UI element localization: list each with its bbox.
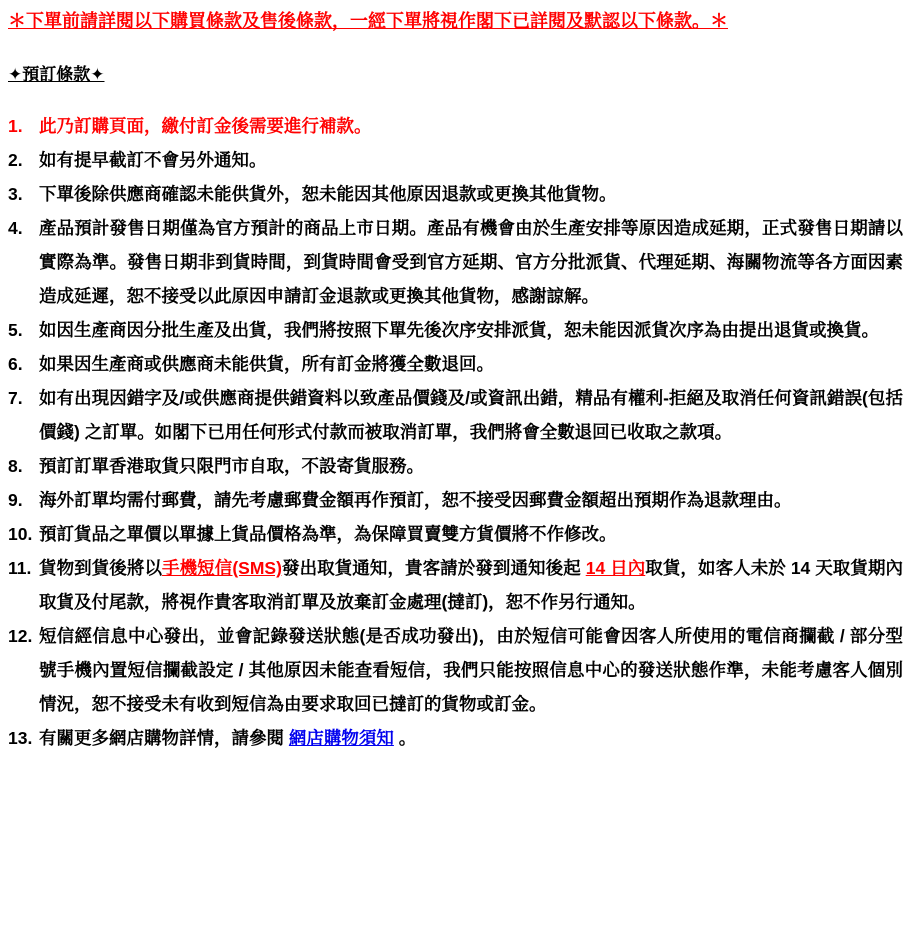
term-text-segment: 如有提早截訂不會另外通知。 bbox=[39, 150, 267, 170]
term-text bbox=[39, 483, 903, 517]
term-text-segment: 短信經信息中心發出，並會記錄發送狀態(是否成功發出)，由於短信可能會因客人所使用的電信商攔截 / 部分型號手機內置短信攔截設定 / 其他原因未能查看短信，我們只能按照信息中心的發送狀態作準，未能考慮客人個別情況，恕不接受未有收到短信為由要求取回已撻訂的貨物或訂金。 bbox=[39, 626, 903, 714]
term-text-segment: 下單後除供應商確認未能供貨外，恕未能因其他原因退款或更換其他貨物。 bbox=[39, 184, 617, 204]
term-text-segment: 發出取貨通知，貴客請於發到通知後起 bbox=[281, 558, 586, 578]
term-item-12 bbox=[8, 619, 903, 721]
term-text bbox=[39, 381, 903, 449]
term-item-9 bbox=[8, 483, 903, 517]
term-number: 1. bbox=[8, 116, 23, 136]
term-number: 4. bbox=[8, 218, 23, 238]
term-item-4 bbox=[8, 211, 903, 313]
shop-guide-link[interactable]: 網店購物須知 bbox=[288, 728, 394, 748]
term-text bbox=[39, 721, 903, 755]
term-text-segment: 有關更多網店購物詳情，請參閱 bbox=[39, 728, 289, 748]
term-number: 8. bbox=[8, 456, 23, 476]
term-item-1 bbox=[8, 109, 903, 143]
term-item-6 bbox=[8, 347, 903, 381]
term-text-segment: 預訂訂單香港取貨只限門市自取，不設寄貨服務。 bbox=[39, 456, 424, 476]
header-notice: ＊下單前請詳閱以下購買條款及售後條款，一經下單將視作閣下已詳閱及默認以下條款。＊ bbox=[8, 11, 728, 31]
term-text bbox=[39, 313, 903, 347]
term-text bbox=[39, 211, 903, 313]
term-text bbox=[39, 619, 903, 721]
term-text-segment: 手機短信(SMS) bbox=[162, 558, 282, 578]
term-item-13 bbox=[8, 721, 903, 755]
term-text-segment: 此乃訂購頁面，繳付訂金後需要進行補款。 bbox=[39, 116, 372, 136]
term-item-10 bbox=[8, 517, 903, 551]
term-text bbox=[39, 551, 903, 619]
term-number: 7. bbox=[8, 388, 23, 408]
term-text-segment: 14 日內 bbox=[585, 558, 646, 578]
term-item-8 bbox=[8, 449, 903, 483]
term-item-7 bbox=[8, 381, 903, 449]
term-text-segment: 如果因生產商或供應商未能供貨，所有訂金將獲全數退回。 bbox=[39, 354, 494, 374]
section-title: ✦預訂條款✦ bbox=[8, 65, 105, 84]
term-text bbox=[39, 177, 903, 211]
term-number: 2. bbox=[8, 150, 23, 170]
terms-list bbox=[8, 109, 903, 755]
term-number: 9. bbox=[8, 490, 23, 510]
term-text-segment: 海外訂單均需付郵費，請先考慮郵費金額再作預訂，恕不接受因郵費金額超出預期作為退款理由。 bbox=[39, 490, 792, 510]
term-text-segment: 取貨，如客人未於 14 天取貨期內取貨及付尾款，將視作貴客取消訂單及放棄訂金處理(撻訂)，恕不作另行通知。 bbox=[39, 558, 904, 612]
term-number: 3. bbox=[8, 184, 23, 204]
term-number: 11. bbox=[8, 558, 32, 578]
term-text-segment: 產品預計發售日期僅為官方預計的商品上市日期。產品有機會由於生產安排等原因造成延期，正式發售日期請以實際為準。發售日期非到貨時間，到貨時間會受到官方延期、官方分批派貨、代理延期、海關物流等各方面因素造成延遲，恕不接受以此原因申請訂金退款或更換其他貨物，感謝諒解。 bbox=[39, 218, 903, 306]
term-text-segment: 如有出現因錯字及/或供應商提供錯資料以致產品價錢及/或資訊出錯，精品有權利-拒絕及取消任何資訊錯誤(包括價錢) 之訂單。如閣下已用任何形式付款而被取消訂單，我們將會全數退回已收取之款項。 bbox=[39, 388, 903, 442]
term-item-5 bbox=[8, 313, 903, 347]
term-item-2 bbox=[8, 143, 903, 177]
term-text bbox=[39, 449, 903, 483]
term-number: 13. bbox=[8, 728, 33, 748]
term-text-segment: 。 bbox=[393, 728, 417, 748]
term-number: 10. bbox=[8, 524, 33, 544]
term-number: 5. bbox=[8, 320, 23, 340]
term-item-3 bbox=[8, 177, 903, 211]
term-text-segment: 如因生產商因分批生產及出貨，我們將按照下單先後次序安排派貨，恕未能因派貨次序為由提出退貨或換貨。 bbox=[39, 320, 879, 340]
term-text bbox=[39, 347, 903, 381]
term-number: 6. bbox=[8, 354, 23, 374]
term-text bbox=[39, 143, 903, 177]
term-text bbox=[39, 517, 903, 551]
term-text-segment: 預訂貨品之單價以單據上貨品價格為準，為保障買賣雙方貨價將不作修改。 bbox=[39, 524, 617, 544]
term-text-segment: 貨物到貨後將以 bbox=[39, 558, 163, 578]
term-number: 12. bbox=[8, 626, 33, 646]
term-item-11 bbox=[8, 551, 903, 619]
term-text bbox=[39, 109, 903, 143]
